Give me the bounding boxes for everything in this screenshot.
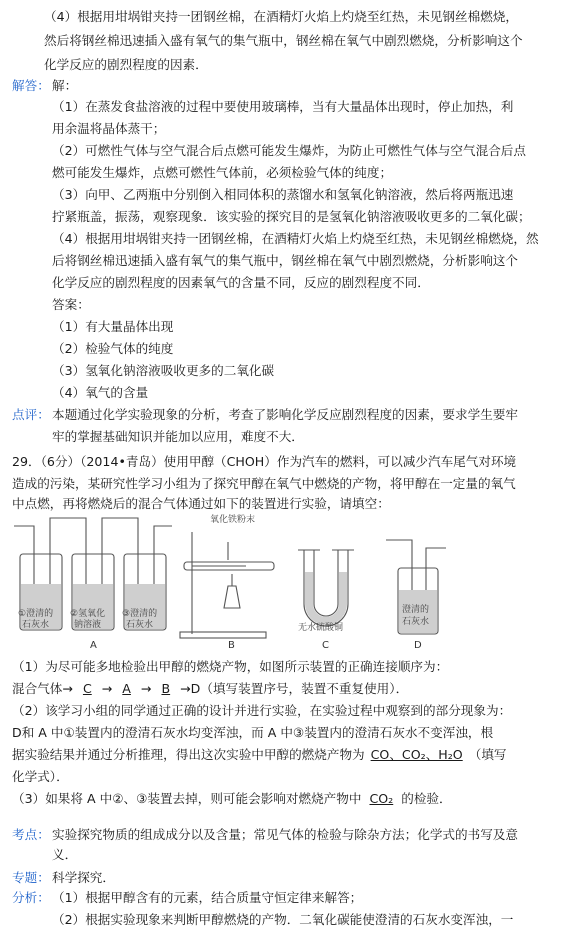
d-label-2: 石灰水 xyxy=(402,617,430,627)
device-c-letter: C xyxy=(322,640,329,651)
answer-line: 后将钢丝棉迅速插入盛有氧气的集气瓶中，钢丝棉在氧气中剧烈燃烧，分析影响这个 xyxy=(52,253,518,268)
intro-line-2: 然后将钢丝棉迅速插入盛有氧气的集气瓶中，钢丝棉在氧气中剧烈燃烧，分析影响这个 xyxy=(44,33,523,48)
a1-label-2: 石灰水 xyxy=(22,620,50,630)
p3-answer: CO₂ xyxy=(369,791,394,806)
answer-head: 解： xyxy=(52,78,78,93)
q29-line-3: 中点燃，再将燃烧后的混合气体通过如下的装置进行实验，请填空： xyxy=(12,496,390,511)
p1-suffix: →D（填写装置序号，装置不重复使用）． xyxy=(180,681,409,696)
apparatus-svg xyxy=(14,512,566,652)
zhuanti-label: 专题： xyxy=(12,870,50,885)
review-label: 点评： xyxy=(12,407,50,422)
answer-item: （3）氢氧化钠溶液吸收更多的二氧化碳 xyxy=(52,363,275,378)
fenxi-line-2: （2）根据实验现象来判断甲醇燃烧的产物．二氧化碳能使澄清的石灰水变浑浊，一 xyxy=(52,912,514,927)
a1-label: ①澄清的 xyxy=(18,609,54,619)
intro-line-1: （4）根据用坩埚钳夹持一团钢丝棉，在酒精灯火焰上灼烧至红热，未见钢丝棉燃烧， xyxy=(44,9,518,24)
answer-line: （2）可燃性气体与空气混合后点燃可能发生爆炸，为防止可燃性气体与空气混合后点 xyxy=(52,143,526,158)
a2-label-2: 钠溶液 xyxy=(74,620,102,630)
a3-label-2: 石灰水 xyxy=(126,620,154,630)
zhuanti-text: 科学探究． xyxy=(52,870,115,885)
device-b-letter: B xyxy=(228,640,235,651)
p3-suffix: 的检验． xyxy=(401,791,452,806)
p1-answer-c: C xyxy=(82,681,92,696)
q29-p2-d: 化学式）． xyxy=(12,769,69,784)
answer-key-head: 答案： xyxy=(52,297,90,312)
p2-answer: CO、CO₂、H₂O xyxy=(370,747,463,762)
q29-line-1: 29．（6分）（2014•青岛）使用甲醇（CHOH）作为汽车的燃料，可以减少汽车尾气对环境 xyxy=(12,454,517,469)
answer-line: （4）根据用坩埚钳夹持一团钢丝棉，在酒精灯火焰上灼烧至红热，未见钢丝棉燃烧，然 xyxy=(52,231,539,246)
q29-p1-answer: 混合气体→ C → A → B →D（填写装置序号，装置不重复使用）． xyxy=(12,681,409,696)
q29-p2-a: （2）该学习小组的同学通过正确的设计并进行实验，在实验过程中观察到的部分现象为： xyxy=(12,703,512,718)
p1-prefix: 混合气体→ xyxy=(12,681,73,696)
kaodian-line-2: 义． xyxy=(52,847,78,862)
fenxi-label: 分析： xyxy=(12,890,50,905)
p2-suffix: （填写 xyxy=(468,747,507,762)
kaodian-label: 考点： xyxy=(12,827,50,842)
review-line-1: 本题通过化学实验现象的分析，考查了影响化学反应剧烈程度的因素，要求学生要牢 xyxy=(52,407,518,422)
answer-line: 用余温将晶体蒸干； xyxy=(52,121,166,136)
device-a-letter: A xyxy=(90,640,97,651)
a3-label: ③澄清的 xyxy=(122,609,158,619)
c-label: 无水硫酸铜 xyxy=(298,623,344,633)
q29-p3 xyxy=(12,790,452,808)
answer-line: 拧紧瓶盖，振荡，观察现象．该实验的探究目的是氢氧化钠溶液吸收更多的二氧化碳； xyxy=(52,209,531,224)
b-top-label: 氧化铁粉末 xyxy=(210,515,256,525)
q29-p2-c xyxy=(12,746,507,764)
answer-label: 解答： xyxy=(12,78,50,93)
p1-answer-b: B xyxy=(161,681,171,696)
device-d-letter: D xyxy=(414,640,422,651)
q29-p1: （1）为尽可能多地检验出甲醇的燃烧产物，如图所示装置的正确连接顺序为： xyxy=(12,659,449,674)
answer-line: （3）向甲、乙两瓶中分别倒入相同体积的蒸馏水和氢氧化钠溶液，然后将两瓶迅速 xyxy=(52,187,514,202)
device-b xyxy=(180,532,274,638)
apparatus-figure xyxy=(14,512,566,652)
d-label-1: 澄清的 xyxy=(402,605,430,615)
q29-p2-b: D和 A 中①装置内的澄清石灰水均变浑浊，而 A 中③装置内的澄清石灰水不变浑浊，根 xyxy=(12,725,494,740)
answer-line: 燃可能发生爆炸，点燃可燃性气体前，必须检验气体的纯度； xyxy=(52,165,393,180)
review-line-2: 牢的掌握基础知识并能加以应用，难度不大． xyxy=(52,429,304,444)
answer-line: 化学反应的剧烈程度的因素氧气的含量不同，反应的剧烈程度不同． xyxy=(52,275,430,290)
fenxi-line-1: （1）根据甲醇含有的元素，结合质量守恒定律来解答； xyxy=(52,890,363,905)
p1-answer-a: A xyxy=(122,681,131,696)
q29-line-2: 造成的污染，某研究性学习小组为了探究甲醇在氧气中燃烧的产物，将甲醇在一定量的氧气 xyxy=(12,476,516,491)
a2-label: ②氢氧化 xyxy=(70,609,106,619)
intro-line-3: 化学反应的剧烈程度的因素． xyxy=(44,57,208,72)
p3-prefix: （3）如果将 A 中②、③装置去掉，则可能会影响对燃烧产物中 xyxy=(12,791,362,806)
p2-prefix: 据实验结果并通过分析推理，得出这次实验中甲醇的燃烧产物为 xyxy=(12,747,365,762)
answer-line: （1）在蒸发食盐溶液的过程中要使用玻璃棒，当有大量晶体出现时，停止加热，利 xyxy=(52,99,514,114)
answer-item: （2）检验气体的纯度 xyxy=(52,341,174,356)
answer-item: （1）有大量晶体出现 xyxy=(52,319,174,334)
answer-item: （4）氧气的含量 xyxy=(52,385,149,400)
kaodian-line-1: 实验探究物质的组成成分以及含量；常见气体的检验与除杂方法；化学式的书写及意 xyxy=(52,827,518,842)
